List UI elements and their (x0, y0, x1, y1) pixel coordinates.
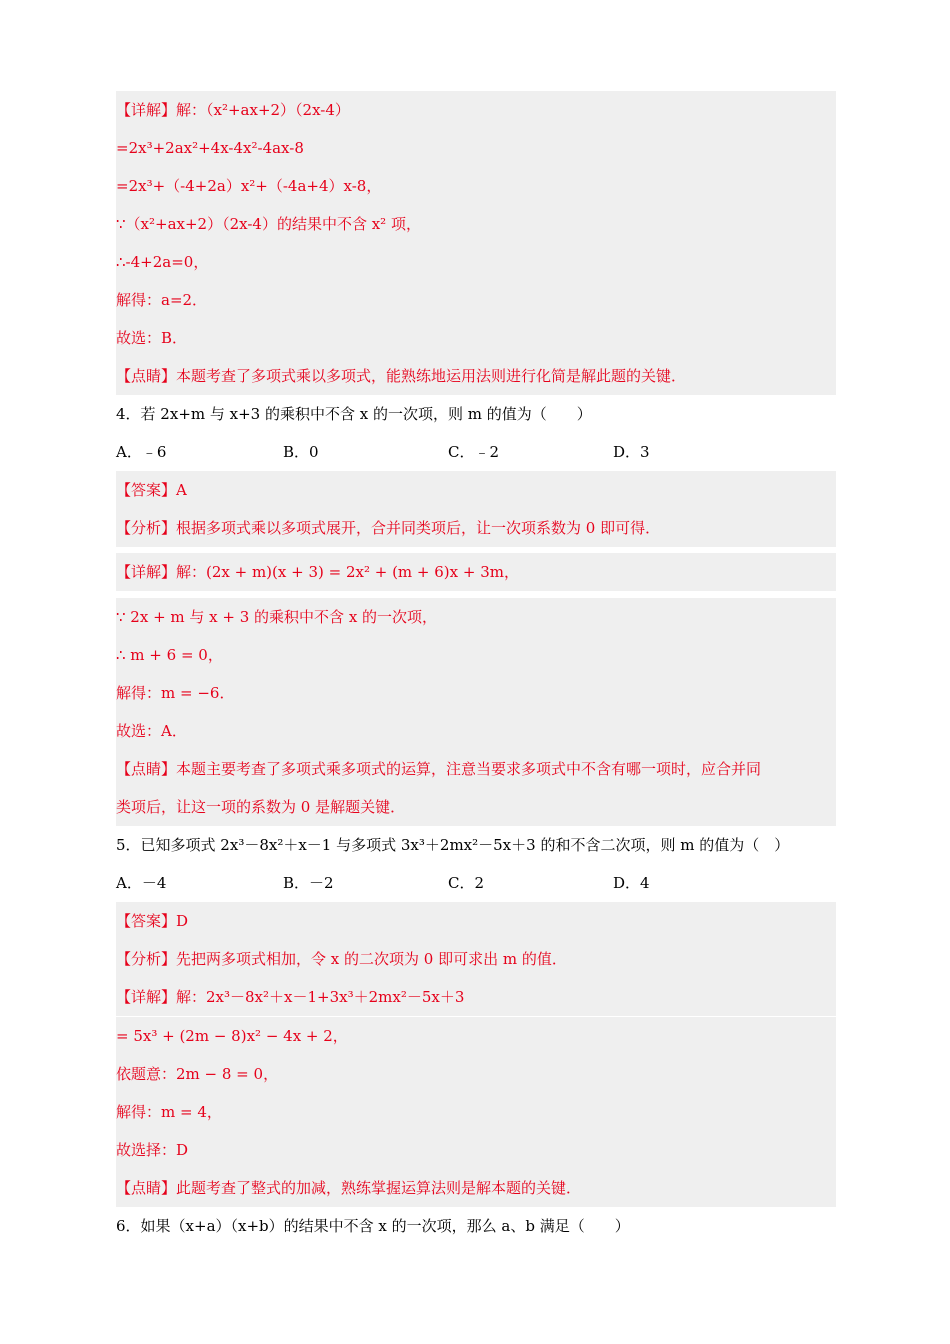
detail-line: 故选择：D (116, 1131, 836, 1169)
choice-c: C．2 (448, 874, 485, 892)
choice-d: D．3 (613, 443, 650, 461)
detail-line: =2x³+2ax²+4x-4x²-4ax-8 (116, 129, 836, 167)
analysis-line: 【分析】根据多项式乘以多项式展开，合并同类项后，让一次项系数为 0 即可得． (116, 509, 836, 547)
answer-line: 【答案】D (116, 902, 836, 940)
detail-line: 【详解】解：2x³－8x²＋x－1+3x³＋2mx²－5x＋3 (116, 978, 836, 1016)
comment-line: 【点睛】本题主要考查了多项式乘多项式的运算，注意当要求多项式中不含有哪一项时，应合并同 (116, 750, 836, 788)
detail-line: ∵（x²+ax+2）（2x-4）的结果中不含 x² 项， (116, 205, 836, 243)
detail-line: 【详解】解：(2x + m)(x + 3) = 2x² + (m + 6)x + 3m， (116, 553, 836, 591)
choice-b: B．0 (283, 443, 319, 461)
detail-line: 故选：B． (116, 319, 836, 357)
detail-line: ∴ m + 6 = 0， (116, 636, 836, 674)
choice-a: A．－4 (116, 874, 167, 892)
detail-line: 解得：m = 4， (116, 1093, 836, 1131)
choice-b: B．－2 (283, 874, 334, 892)
question-4-choices (116, 433, 836, 471)
analysis-line: 【分析】先把两多项式相加，令 x 的二次项为 0 即可求出 m 的值． (116, 940, 836, 978)
question-5-choices (116, 864, 836, 902)
question-5: 5．已知多项式 2x³－8x²＋x－1 与多项式 3x³＋2mx²－5x＋3 的和不含二次项，则 m 的值为（ ） (116, 836, 790, 854)
comment-line: 类项后，让这一项的系数为 0 是解题关键． (116, 788, 836, 826)
answer-line: 【答案】A (116, 471, 836, 509)
detail-line: 【详解】解：（x²+ax+2）（2x-4） (116, 91, 836, 129)
detail-line: ∵ 2x + m 与 x + 3 的乘积中不含 x 的一次项， (116, 598, 836, 636)
detail-line: 解得：a=2． (116, 281, 836, 319)
detail-line: ∴-4+2a=0， (116, 243, 836, 281)
choice-a: A．﹣6 (116, 443, 167, 461)
comment-line: 【点睛】此题考查了整式的加减，熟练掌握运算法则是解本题的关键． (116, 1169, 836, 1207)
detail-line: =2x³+（-4+2a）x²+（-4a+4）x-8， (116, 167, 836, 205)
choice-d: D．4 (613, 874, 650, 892)
detail-line: 解得：m = −6． (116, 674, 836, 712)
question-4: 4．若 2x+m 与 x+3 的乘积中不含 x 的一次项，则 m 的值为（ ） (116, 405, 592, 423)
detail-line: = 5x³ + (2m − 8)x² − 4x + 2， (116, 1017, 836, 1055)
detail-line: 故选：A． (116, 712, 836, 750)
choice-c: C．﹣2 (448, 443, 500, 461)
detail-line: 依题意：2m − 8 = 0， (116, 1055, 836, 1093)
question-6: 6．如果（x+a）（x+b）的结果中不含 x 的一次项，那么 a、b 满足（ ） (116, 1217, 630, 1235)
comment-line: 【点睛】本题考查了多项式乘以多项式，能熟练地运用法则进行化简是解此题的关键． (116, 357, 836, 395)
